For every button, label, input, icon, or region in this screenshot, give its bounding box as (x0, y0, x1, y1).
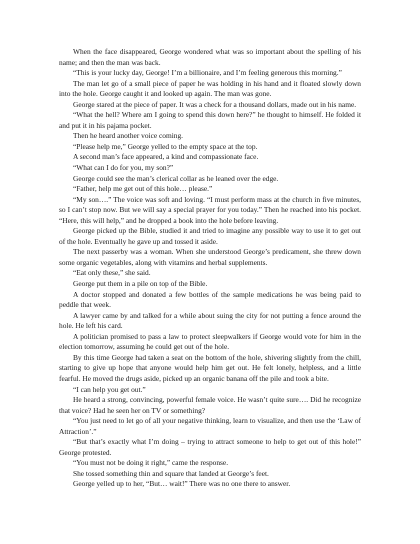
paragraph: When the face disappeared, George wondered what was so important about the spelling of his name; and then the man was back. (59, 47, 361, 67)
paragraph: “But that’s exactly what I’m doing – trying to attract someone to help to get out of this hole!” George protested. (59, 437, 361, 457)
paragraph: “I can help you get out.” (73, 384, 146, 394)
paragraph: She tossed something thin and square that landed at George’s feet. (73, 468, 269, 478)
story-text (59, 47, 361, 490)
paragraph: “You must not be doing it right,” came the response. (73, 458, 229, 468)
paragraph: “What can I do for you, my son?” (73, 163, 174, 173)
paragraph: “Eat only these,” she said. (73, 268, 151, 278)
paragraph: “What the hell? Where am I going to spend this down here?” he thought to himself. He folded it and put it in his pajama pocket. (59, 110, 361, 130)
paragraph: The man let go of a small piece of paper he was holding in his hand and it floated slowly down into the hole. George caught it and looked up again. The man was gone. (59, 78, 361, 99)
paragraph: George put them in a pile on top of the Bible. (73, 279, 208, 289)
paragraph: George stared at the piece of paper. It was a check for a thousand dollars, made out in his name. (73, 99, 357, 109)
paragraph: A lawyer came by and talked for a while about suing the city for not putting a fence around the hole. He left his card. (59, 310, 361, 331)
paragraph: “This is your lucky day, George! I’m a billionaire, and I’m feeling generous this morning.” (73, 68, 342, 78)
paragraph: “Father, help me get out of this hole… please.” (73, 184, 213, 194)
paragraph: George yelled up to her, “But… wait!” There was no one there to answer. (73, 479, 291, 489)
paragraph: George picked up the Bible, studied it and tried to imagine any possible way to use it to get out of the hole. Eventually he gave up and tossed it aside. (59, 226, 361, 246)
paragraph: Then he heard another voice coming. (73, 131, 183, 141)
paragraph: A doctor stopped and donated a few bottles of the sample medications he was being paid to peddle that week. (59, 289, 361, 310)
paragraph: The next passerby was a woman. When she understood George’s predicament, she threw down some organic vegetables, along with vitamins and herbal supplements. (59, 247, 361, 267)
paragraph: By this time George had taken a seat on the bottom of the hole, shivering slightly from the chill, starting to give up hope that anyone would help him get out. He felt lonely, helpless, and a little fearful. He moved the drugs aside, picked up an organic banana off the pile and took a bite. (59, 352, 361, 383)
paragraph: A second man’s face appeared, a kind and compassionate face. (73, 152, 259, 162)
paragraph: George could see the man’s clerical collar as he leaned over the edge. (73, 173, 279, 183)
paragraph: A politician promised to pass a law to protect sleepwalkers if George would vote for him in the election tomorrow, assuming he could get out of the hole. (59, 331, 361, 352)
paragraph: “My son….” The voice was soft and loving. “I must perform mass at the church in five minutes, so I can’t stop now. But we will say a special prayer for you today.” Then he reached into his pocket. “Here, this will help,” and he dropped a book into the hole before leaving. (59, 194, 361, 225)
paragraph: “You just need to let go of all your negative thinking, learn to visualize, and then use the ‘Law of Attraction’.” (59, 416, 361, 436)
paragraph: “Please help me,” George yelled to the empty space at the top. (73, 141, 258, 151)
paragraph: He heard a strong, convincing, powerful female voice. He wasn’t quite sure…. Did he recognize that voice? Had he seen her on TV or something? (59, 395, 361, 415)
